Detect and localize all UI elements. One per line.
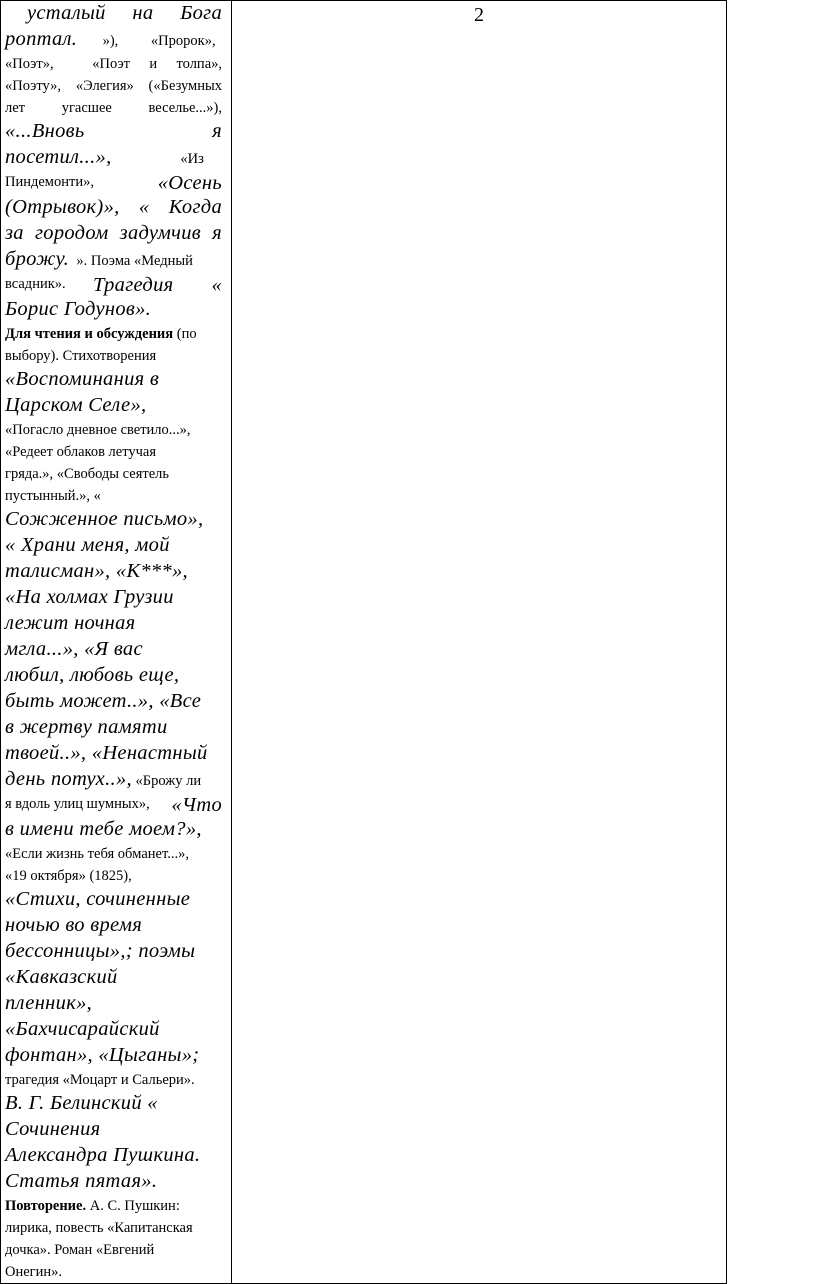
text-line bbox=[5, 865, 222, 887]
text-line bbox=[5, 247, 222, 273]
italic-title: за городом задумчив я bbox=[5, 222, 222, 244]
text-line bbox=[5, 991, 222, 1017]
text-line bbox=[5, 767, 222, 793]
text-line bbox=[5, 27, 222, 53]
plain-text: всадник». bbox=[5, 276, 66, 292]
italic-title: пленник», bbox=[5, 992, 93, 1014]
italic-title: «...Вновь я bbox=[5, 120, 222, 142]
italic-title: Борис Годунов». bbox=[5, 298, 152, 320]
text-line bbox=[5, 663, 222, 689]
plain-text: «Если жизнь тебя обманет...», bbox=[5, 846, 189, 862]
bold-heading: Повторение. bbox=[5, 1198, 87, 1214]
italic-title: Сочинения bbox=[5, 1118, 101, 1140]
italic-title: мгла...», «Я вас bbox=[5, 638, 143, 660]
plain-text: «Поэту», «Элегия» («Безумных bbox=[5, 78, 222, 94]
text-line bbox=[5, 1261, 222, 1283]
italic-title: Царском Селе», bbox=[5, 394, 147, 416]
text-line bbox=[5, 715, 222, 741]
text-line bbox=[5, 367, 222, 393]
italic-title: в жертву памяти bbox=[5, 716, 168, 738]
italic-title: (Отрывок)», « Когда bbox=[5, 196, 222, 218]
text-line bbox=[5, 345, 222, 367]
plain-text: «Из bbox=[111, 151, 204, 167]
text-line bbox=[5, 97, 222, 119]
text-line bbox=[5, 1117, 222, 1143]
hours-count: 2 bbox=[474, 4, 484, 26]
plain-text: пустынный.», « bbox=[5, 488, 101, 504]
plain-text: ». Поэма «Медный bbox=[69, 253, 193, 269]
text-line bbox=[5, 53, 222, 75]
italic-title: твоей..», «Ненастный bbox=[5, 742, 208, 764]
text-line bbox=[5, 689, 222, 715]
italic-title: Сожженное письмо», bbox=[5, 508, 204, 530]
plain-text: я вдоль улиц шумных», bbox=[5, 796, 150, 812]
text-line bbox=[5, 323, 222, 345]
italic-title: В. Г. Белинский « bbox=[5, 1092, 158, 1114]
text-line bbox=[5, 507, 222, 533]
text-line bbox=[5, 1043, 222, 1069]
text-line bbox=[5, 119, 222, 145]
italic-title: « Храни меня, мой bbox=[5, 534, 170, 556]
text-line bbox=[5, 1091, 222, 1117]
plain-text: дочка». Роман «Евгений bbox=[5, 1242, 155, 1258]
plain-text: «Погасло дневное светило...», bbox=[5, 422, 191, 438]
text-line bbox=[5, 965, 222, 991]
text-line bbox=[5, 887, 222, 913]
text-line bbox=[5, 1239, 222, 1261]
text-line bbox=[5, 585, 222, 611]
text-line bbox=[5, 913, 222, 939]
table-row bbox=[1, 1, 727, 1284]
italic-title: «На холмах Грузии bbox=[5, 586, 174, 608]
text-line bbox=[5, 559, 222, 585]
plain-text: гряда.», «Свободы сеятель bbox=[5, 466, 170, 482]
text-line bbox=[5, 419, 222, 441]
italic-title: Статья пятая». bbox=[5, 1170, 158, 1192]
text-line bbox=[5, 441, 222, 463]
plain-text: »), «Пророк», bbox=[77, 33, 216, 49]
text-line bbox=[5, 1169, 222, 1195]
italic-title: фонтан», «Цыганы»; bbox=[5, 1044, 200, 1066]
text-line bbox=[5, 273, 222, 295]
plain-text: Пиндемонти», bbox=[5, 174, 94, 190]
text-line bbox=[5, 485, 222, 507]
text-line bbox=[5, 221, 222, 247]
text-line bbox=[5, 1217, 222, 1239]
text-line bbox=[5, 1069, 222, 1091]
text-line bbox=[5, 1195, 222, 1217]
plain-text: «Брожу ли bbox=[131, 773, 202, 789]
text-line bbox=[5, 1017, 222, 1043]
italic-title: «Что bbox=[165, 794, 222, 816]
plain-text: «Редеет облаков летучая bbox=[5, 444, 157, 460]
plain-text: Онегин». bbox=[5, 1264, 63, 1280]
text-line bbox=[5, 843, 222, 865]
italic-title: любил, любовь еще, bbox=[5, 664, 180, 686]
text-line bbox=[5, 939, 222, 965]
bold-heading: Для чтения и обсуждения bbox=[5, 326, 174, 342]
italic-title: роптал. bbox=[5, 28, 78, 50]
italic-title: день потух..», bbox=[5, 768, 132, 790]
left-column-cell bbox=[1, 1, 232, 1284]
italic-title: «Осень bbox=[157, 172, 222, 194]
italic-title: быть может..», «Все bbox=[5, 690, 202, 712]
text-line bbox=[5, 145, 222, 171]
italic-title: «Стихи, сочиненные bbox=[5, 888, 191, 910]
italic-title: Александра Пушкина. bbox=[5, 1144, 201, 1166]
italic-title: «Бахчисарайский bbox=[5, 1018, 160, 1040]
italic-title: посетил...», bbox=[5, 146, 112, 168]
text-line bbox=[5, 193, 222, 221]
reading-list-text bbox=[1, 1, 222, 1283]
text-line bbox=[5, 393, 222, 419]
plain-text: лирика, повесть «Капитанская bbox=[5, 1220, 193, 1236]
text-line bbox=[5, 533, 222, 559]
italic-title: ночью во время bbox=[5, 914, 143, 936]
italic-title: «Кавказский bbox=[5, 966, 118, 988]
text-line bbox=[5, 815, 222, 843]
italic-title: в имени тебе моем?», bbox=[5, 818, 202, 840]
text-line bbox=[5, 637, 222, 663]
text-line bbox=[5, 1, 222, 27]
italic-title: бессонницы»,; поэмы bbox=[5, 940, 196, 962]
italic-title: лежит ночная bbox=[5, 612, 136, 634]
plain-text: лет угасшее веселье...»), bbox=[5, 100, 222, 116]
plain-text: (по bbox=[173, 326, 197, 342]
italic-title: «Воспоминания в bbox=[5, 368, 160, 390]
text-line bbox=[5, 741, 222, 767]
plain-text: выбору). Стихотворения bbox=[5, 348, 157, 364]
text-line bbox=[5, 793, 222, 815]
plain-text: трагедия «Моцарт и Сальери». bbox=[5, 1072, 195, 1088]
plain-text: А. С. Пушкин: bbox=[86, 1198, 180, 1214]
italic-title: Трагедия « bbox=[92, 274, 222, 296]
text-line bbox=[5, 75, 222, 97]
text-line bbox=[5, 171, 222, 193]
text-line bbox=[5, 295, 222, 323]
plain-text: «19 октября» (1825), bbox=[5, 868, 132, 884]
text-line bbox=[5, 463, 222, 485]
italic-title: талисман», «К***», bbox=[5, 560, 188, 582]
right-column-cell bbox=[232, 1, 727, 1284]
plain-text: «Поэт», «Поэт и толпа», bbox=[5, 56, 222, 72]
italic-title: брожу. bbox=[5, 248, 70, 270]
italic-title: усталый на Бога bbox=[27, 2, 222, 24]
text-line bbox=[5, 1143, 222, 1169]
text-line bbox=[5, 611, 222, 637]
